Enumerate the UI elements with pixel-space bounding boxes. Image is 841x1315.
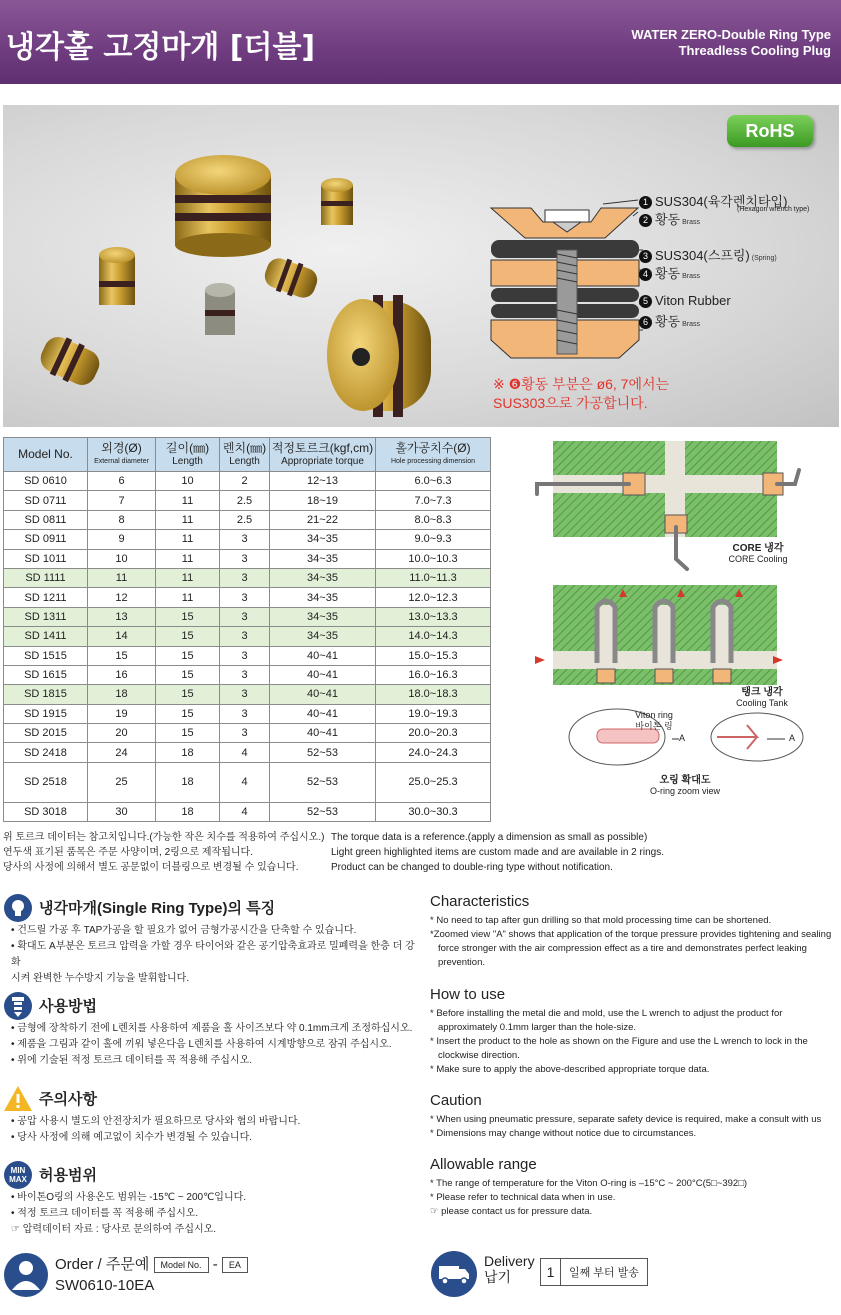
list-item: * Insert the product to the hole as shown on the Figure and use the L wrench to lock in the clockwise direction.: [430, 1036, 808, 1061]
section-en-howto: [430, 986, 840, 1077]
section-en-characteristics: [430, 893, 840, 970]
table-cell-len: 11: [156, 588, 220, 607]
delivery-info: [430, 1250, 690, 1310]
material-note: ※ ❻황동 부분은 ø6, 7에서는 SUS303으로 가공합니다.: [493, 376, 670, 411]
table-cell-torque: 40~41: [270, 646, 376, 665]
core-cooling-caption: CORE 냉각 CORE Cooling: [728, 543, 788, 564]
table-cell-dia: 25: [88, 762, 156, 802]
table-cell-hole: 8.0~8.3: [376, 510, 491, 529]
table-cell-len: 15: [156, 627, 220, 646]
note-en-2: Light green highlighted items are custom made and are available in 2 rings.: [331, 847, 664, 858]
table-cell-len: 15: [156, 607, 220, 626]
table-cell-hole: 25.0~25.3: [376, 762, 491, 802]
table-cell-len: 11: [156, 549, 220, 568]
list-item: • 건드릴 가공 후 TAP가공을 할 필요가 없어 금형가공시간을 단축할 수 있습니다.: [11, 925, 357, 936]
section-list: [11, 1114, 421, 1146]
table-cell-model: SD 1515: [4, 646, 88, 665]
table-cell-hole: 19.0~19.3: [376, 704, 491, 723]
part-label-1: 1 SUS304(육각렌치타입): [639, 191, 787, 210]
svg-text:MIN: MIN: [10, 1166, 26, 1175]
table-cell-hole: 7.0~7.3: [376, 491, 491, 510]
table-cell-wrench: 3: [220, 665, 270, 684]
plug-small-3: [261, 255, 320, 301]
section-title: 냉각마개(Single Ring Type)의 특징: [39, 900, 276, 917]
list-item: * No need to tap after gun drilling so that mold processing time can be shortened.: [430, 915, 772, 926]
list-item: * The range of temperature for the Viton O-ring is –15°C ~ 200°C(5□~392□): [430, 1178, 748, 1189]
table-cell-dia: 7: [88, 491, 156, 510]
table-cell-dia: 10: [88, 549, 156, 568]
truck-icon: [430, 1250, 478, 1298]
table-cell-model: SD 2015: [4, 724, 88, 743]
note-kr-2: 연두색 표기된 품목은 주문 사양이며, 2링으로 제작됩니다.: [3, 847, 253, 858]
section-list: [430, 914, 840, 970]
table-cell-torque: 52~53: [270, 762, 376, 802]
note-kr-1: 위 토르크 데이터는 참고치입니다.(가능한 작은 치수를 적용하여 주십시오.): [3, 832, 325, 843]
table-cell-torque: 21~22: [270, 510, 376, 529]
section-list: [11, 1190, 421, 1238]
table-cell-len: 15: [156, 665, 220, 684]
section-list: [430, 1007, 840, 1077]
table-cell-torque: 12~13: [270, 472, 376, 491]
svg-text:MAX: MAX: [9, 1175, 27, 1184]
table-cell-wrench: 3: [220, 549, 270, 568]
part-label-6: 6 황동 Brass: [639, 311, 700, 330]
qty-box: EA: [222, 1257, 248, 1273]
plug-small-2: [99, 247, 135, 305]
table-cell-wrench: 2.5: [220, 491, 270, 510]
table-cell-hole: 24.0~24.3: [376, 743, 491, 762]
table-cell-len: 15: [156, 704, 220, 723]
list-item: ☞ please contact us for pressure data.: [430, 1206, 593, 1217]
list-item: • 적정 토르크 데이터를 꼭 적용해 주십시오.: [11, 1208, 199, 1219]
table-cell-torque: 40~41: [270, 704, 376, 723]
list-item: * Dimensions may change without notice due to circumstances.: [430, 1128, 697, 1139]
table-cell-wrench: 4: [220, 802, 270, 821]
zoom-a-label-right: A: [789, 733, 796, 743]
table-cell-wrench: 3: [220, 627, 270, 646]
table-cell-wrench: 4: [220, 743, 270, 762]
header-subtitle-line2: Threadless Cooling Plug: [678, 43, 831, 58]
delivery-days-box: [540, 1258, 648, 1286]
table-cell-torque: 34~35: [270, 549, 376, 568]
col-hole: 홀가공치수(Ø) Hole processing dimension: [376, 438, 491, 472]
table-cell-dia: 16: [88, 665, 156, 684]
table-cell-model: SD 1815: [4, 685, 88, 704]
table-cell-hole: 30.0~30.3: [376, 802, 491, 821]
table-cell-wrench: 3: [220, 607, 270, 626]
part-label-4: 4 황동 Brass: [639, 263, 700, 282]
delivery-days: 1: [541, 1258, 561, 1286]
order-example: [3, 1250, 423, 1310]
table-cell-torque: 52~53: [270, 802, 376, 821]
list-item: • 공압 사용시 별도의 안전장치가 필요하므로 당사와 협의 바랍니다.: [11, 1116, 301, 1127]
lightbulb-icon: [3, 893, 33, 923]
col-model: Model No.: [4, 438, 88, 472]
table-cell-model: SD 1211: [4, 588, 88, 607]
core-cooling-diagram: [527, 437, 831, 807]
product-image-panel: [3, 105, 839, 427]
zoom-a-label-left: A: [679, 733, 686, 743]
table-row: [4, 646, 491, 665]
table-row: [4, 685, 491, 704]
table-cell-torque: 34~35: [270, 530, 376, 549]
col-diameter: 외경(Ø) External diameter: [88, 438, 156, 472]
table-cell-torque: 34~35: [270, 607, 376, 626]
list-item: • 제품을 그림과 같이 홀에 끼워 넣은다음 L렌치를 사용하여 시계방향으로 잠궈 주십시오.: [11, 1039, 392, 1050]
section-en-range: [430, 1156, 840, 1219]
table-cell-wrench: 2.5: [220, 510, 270, 529]
order-label: Order / 주문예 Model No. - EA: [55, 1253, 248, 1274]
usage-diagrams: [527, 437, 831, 807]
table-row: [4, 627, 491, 646]
section-list: [11, 923, 421, 987]
list-item: • 확대도 A부분은 토르크 압력을 가할 경우 타이어와 같은 공기압축효과로 밀폐력을 한층 더 강화: [11, 941, 415, 968]
section-title: Characteristics: [430, 893, 530, 910]
list-item: * Make sure to apply the above-described appropriate torque data.: [430, 1064, 710, 1075]
header-subtitle: [631, 27, 831, 59]
table-cell-hole: 18.0~18.3: [376, 685, 491, 704]
table-cell-hole: 15.0~15.3: [376, 646, 491, 665]
part-label-1-sub: (Hexagon wrench type): [737, 206, 810, 213]
table-cell-model: SD 2418: [4, 743, 88, 762]
table-cell-dia: 24: [88, 743, 156, 762]
table-cell-wrench: 3: [220, 704, 270, 723]
notes-english: [331, 830, 664, 875]
table-row: [4, 530, 491, 549]
table-cell-dia: 15: [88, 646, 156, 665]
table-row: [4, 724, 491, 743]
plug-small-4: [36, 332, 104, 389]
table-cell-dia: 14: [88, 627, 156, 646]
list-item: • 위에 기술된 적정 토르크 데이터를 꼭 적용해 주십시오.: [11, 1055, 253, 1066]
table-row: [4, 472, 491, 491]
table-row: [4, 743, 491, 762]
table-cell-model: SD 3018: [4, 802, 88, 821]
table-cell-dia: 9: [88, 530, 156, 549]
table-cell-hole: 10.0~10.3: [376, 549, 491, 568]
spec-table-header: [4, 438, 491, 472]
col-length: 길이(㎜) Length: [156, 438, 220, 472]
section-title: 주의사항: [39, 1091, 97, 1108]
table-cell-len: 11: [156, 530, 220, 549]
table-cell-model: SD 0610: [4, 472, 88, 491]
oring-zoom-caption: 오링 확대도 O-ring zoom view: [649, 775, 721, 796]
table-cell-wrench: 3: [220, 646, 270, 665]
table-cell-torque: 34~35: [270, 588, 376, 607]
section-title: Allowable range: [430, 1156, 537, 1173]
section-title: 허용범위: [39, 1167, 97, 1184]
list-item: • 바이톤O링의 사용온도 범위는 -15℃ ~ 200℃입니다.: [11, 1192, 247, 1203]
list-item: *Zoomed view "A" shows that application of the torque pressure provides tightening and sealing force stronger with the air compression effect as a tire and demonstrates perfect leaking prevention.: [430, 929, 832, 968]
table-row: [4, 491, 491, 510]
table-cell-hole: 20.0~20.3: [376, 724, 491, 743]
delivery-label: Delivery 납기: [484, 1253, 535, 1285]
section-kr-features: [3, 893, 418, 983]
part-label-2: 2 황동 Brass: [639, 209, 700, 228]
table-cell-torque: 34~35: [270, 627, 376, 646]
table-cell-model: SD 1011: [4, 549, 88, 568]
table-cell-wrench: 3: [220, 588, 270, 607]
section-title: How to use: [430, 986, 506, 1003]
table-cell-hole: 9.0~9.3: [376, 530, 491, 549]
table-cell-hole: 12.0~12.3: [376, 588, 491, 607]
table-cell-model: SD 2518: [4, 762, 88, 802]
table-cell-dia: 12: [88, 588, 156, 607]
list-item: • 금형에 장착하기 전에 L렌치를 사용하여 제품을 홀 사이즈보다 약 0.1mm크게 조정하십시오.: [11, 1023, 413, 1034]
section-list: [430, 1113, 840, 1141]
table-cell-wrench: 4: [220, 762, 270, 802]
table-cell-dia: 8: [88, 510, 156, 529]
table-cell-dia: 20: [88, 724, 156, 743]
table-cell-len: 11: [156, 568, 220, 587]
table-cell-torque: 40~41: [270, 724, 376, 743]
table-cell-dia: 13: [88, 607, 156, 626]
table-cell-torque: 40~41: [270, 665, 376, 684]
table-cell-dia: 11: [88, 568, 156, 587]
table-cell-len: 18: [156, 802, 220, 821]
section-list: [430, 1177, 840, 1219]
col-torque: 적정토르크(kgf,cm) Appropriate torque: [270, 438, 376, 472]
table-cell-model: SD 1915: [4, 704, 88, 723]
col-wrench: 렌치(㎜) Length: [220, 438, 270, 472]
part-label-3: 3 SUS304(스프링) (Spring): [639, 245, 777, 264]
table-cell-model: SD 1311: [4, 607, 88, 626]
plug-steel: [205, 283, 235, 335]
table-cell-model: SD 1111: [4, 568, 88, 587]
section-title: Caution: [430, 1092, 482, 1109]
table-row: [4, 704, 491, 723]
table-cell-dia: 19: [88, 704, 156, 723]
note-en-1: The torque data is a reference.(apply a dimension as small as possible): [331, 832, 648, 843]
plug-large-upright: [175, 155, 271, 257]
section-kr-range: [3, 1160, 418, 1240]
table-cell-model: SD 0911: [4, 530, 88, 549]
table-cell-hole: 16.0~16.3: [376, 665, 491, 684]
table-cell-model: SD 0811: [4, 510, 88, 529]
page-title: 냉각홀 고정마개 [더블]: [6, 30, 316, 65]
table-row: [4, 510, 491, 529]
list-item: * Before installing the metal die and mold, use the L wrench to adjust the product for approximately 0.1mm larger than the hole-size.: [430, 1008, 783, 1033]
list-item: ☞ 압력데이터 자료 : 당사로 문의하여 주십시오.: [11, 1224, 217, 1235]
table-cell-dia: 30: [88, 802, 156, 821]
table-cell-wrench: 3: [220, 568, 270, 587]
table-cell-len: 18: [156, 743, 220, 762]
warning-icon: [3, 1084, 33, 1114]
table-row: [4, 549, 491, 568]
table-cell-wrench: 3: [220, 530, 270, 549]
table-cell-model: SD 1615: [4, 665, 88, 684]
cooling-tank-caption: 탱크 냉각 Cooling Tank: [736, 687, 788, 708]
table-row: [4, 607, 491, 626]
list-item: • 당사 사정에 의해 예고없이 치수가 변경될 수 있습니다.: [11, 1132, 253, 1143]
table-cell-dia: 6: [88, 472, 156, 491]
section-kr-caution: [3, 1084, 418, 1154]
table-cell-hole: 6.0~6.3: [376, 472, 491, 491]
table-row: [4, 762, 491, 802]
table-cell-len: 15: [156, 724, 220, 743]
table-cell-dia: 18: [88, 685, 156, 704]
table-cell-len: 18: [156, 762, 220, 802]
screw-icon: [3, 991, 33, 1021]
section-title: 사용방법: [39, 998, 97, 1015]
header-subtitle-line1: WATER ZERO-Double Ring Type: [631, 27, 831, 42]
rohs-badge: RoHS: [727, 115, 813, 147]
table-row: [4, 802, 491, 821]
table-cell-hole: 11.0~11.3: [376, 568, 491, 587]
table-row: [4, 568, 491, 587]
table-cell-len: 15: [156, 685, 220, 704]
plug-large-side: [327, 295, 431, 417]
viton-ring-label: Viton ring 바이톤 링: [635, 710, 673, 731]
table-row: [4, 665, 491, 684]
table-cell-len: 10: [156, 472, 220, 491]
plug-small-1: [321, 178, 353, 225]
table-cell-wrench: 3: [220, 685, 270, 704]
table-row: [4, 588, 491, 607]
table-cell-torque: 52~53: [270, 743, 376, 762]
order-dash: -: [212, 1256, 218, 1273]
table-cell-model: SD 1411: [4, 627, 88, 646]
part-label-5: 5 Viton Rubber: [639, 293, 731, 308]
table-cell-len: 11: [156, 510, 220, 529]
section-list: [11, 1021, 421, 1069]
order-code-example: SW0610-10EA: [55, 1277, 155, 1294]
section-en-caution: [430, 1092, 840, 1141]
section-kr-usage: [3, 991, 418, 1071]
table-cell-wrench: 2: [220, 472, 270, 491]
product-photo: [3, 105, 483, 427]
table-cell-torque: 34~35: [270, 568, 376, 587]
note-en-3: Product can be changed to double-ring type without notification.: [331, 862, 613, 873]
model-no-box: Model No.: [154, 1257, 209, 1273]
min-max-icon: [3, 1160, 33, 1190]
table-cell-hole: 14.0~14.3: [376, 627, 491, 646]
table-cell-len: 15: [156, 646, 220, 665]
delivery-text: 일째 부터 발송: [569, 1267, 639, 1279]
table-cell-hole: 13.0~13.3: [376, 607, 491, 626]
spec-table: [3, 437, 491, 822]
table-cell-len: 11: [156, 491, 220, 510]
notes-korean: [3, 830, 324, 875]
order-person-icon: [3, 1252, 49, 1298]
list-item: * When using pneumatic pressure, separate safety device is required, make a consult with us: [430, 1114, 822, 1125]
table-cell-torque: 18~19: [270, 491, 376, 510]
note-kr-3: 당사의 사정에 의해서 별도 공문없이 더블링으로 변경될 수 있습니다.: [3, 862, 299, 873]
list-item: * Please refer to technical data when in use.: [430, 1192, 616, 1203]
table-cell-model: SD 0711: [4, 491, 88, 510]
table-cell-wrench: 3: [220, 724, 270, 743]
page-header: [0, 0, 841, 84]
list-item: 시켜 완벽한 누수방지 기능을 발휘합니다.: [11, 973, 190, 984]
table-cell-torque: 40~41: [270, 685, 376, 704]
spec-table-body: [4, 472, 491, 822]
